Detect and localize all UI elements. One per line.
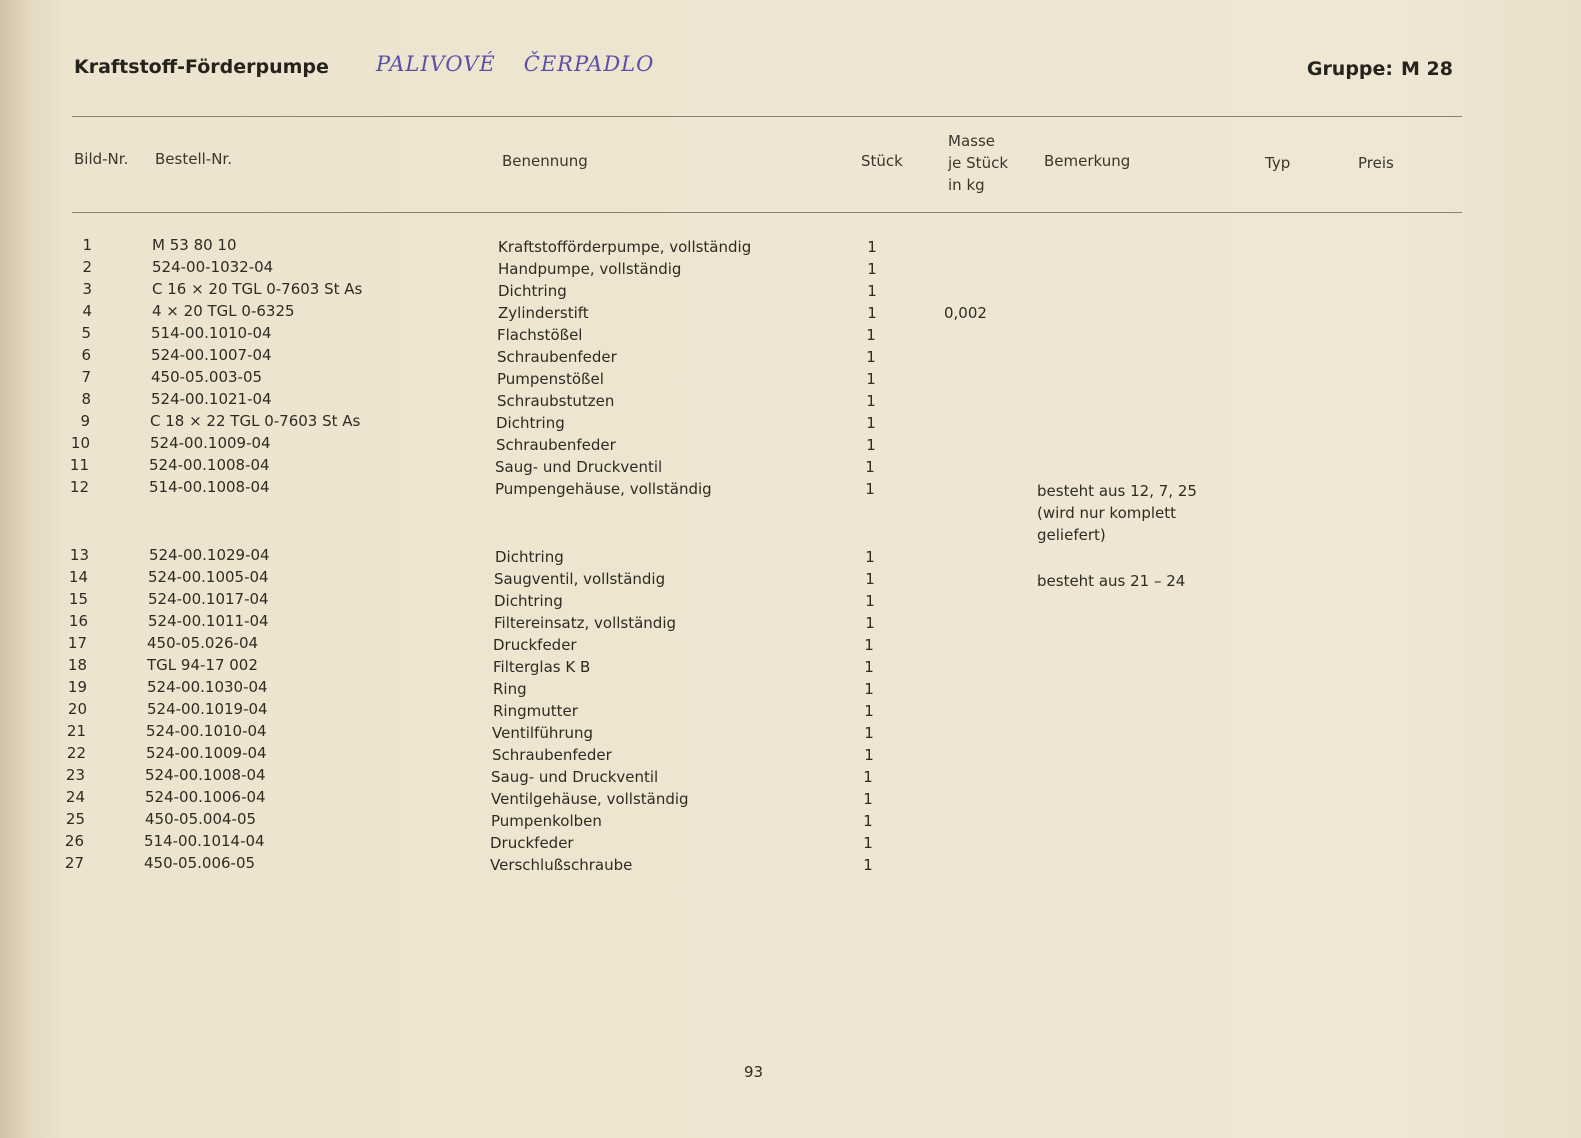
bestell-nr-cell: 524-00.1006-04 [145,788,266,806]
col-header-preis: Preis [1358,154,1394,172]
table-row [0,810,1581,832]
table-row [0,568,1581,590]
stueck-cell: 1 [866,370,876,388]
stueck-cell: 1 [866,326,876,344]
bild-nr-cell: 4 [82,302,92,320]
col-header-masse-3: in kg [948,176,985,194]
bestell-nr-cell: 514-00.1010-04 [151,324,272,342]
bild-nr-cell: 22 [66,744,86,762]
table-row [0,258,1581,280]
bild-nr-cell: 5 [81,324,91,342]
bestell-nr-cell: 524-00.1021-04 [151,390,272,408]
handwritten-word: ČERPADLO [523,52,655,76]
bestell-nr-cell: 524-00.1010-04 [146,722,267,740]
bild-nr-cell: 26 [64,832,84,850]
table-row [0,412,1581,434]
bestell-nr-cell: 524-00.1017-04 [148,590,269,608]
col-header-typ: Typ [1265,154,1291,172]
col-header-bestell-nr: Bestell-Nr. [155,150,232,168]
bestell-nr-cell: 4 × 20 TGL 0-6325 [152,302,295,320]
stueck-cell: 1 [865,458,875,476]
bild-nr-cell: 27 [64,854,84,872]
table-row [0,236,1581,258]
bestell-nr-cell: C 18 × 22 TGL 0-7603 St As [150,412,361,430]
bild-nr-cell: 19 [67,678,87,696]
stueck-cell: 1 [865,548,875,566]
table-row [0,302,1581,324]
bild-nr-cell: 15 [68,590,88,608]
stueck-cell: 1 [863,834,873,852]
stueck-cell: 1 [863,812,873,830]
bild-nr-cell: 14 [68,568,88,586]
stueck-cell: 1 [863,790,873,808]
bild-nr-cell: 21 [66,722,86,740]
col-header-bemerkung: Bemerkung [1044,152,1131,170]
bild-nr-cell: 17 [67,634,87,652]
bestell-nr-cell: C 16 × 20 TGL 0-7603 St As [152,280,363,298]
table-row [0,324,1581,346]
benennung-cell: Saug- und Druckventil [491,768,659,786]
table-row [0,722,1581,744]
table-row [0,346,1581,368]
stueck-cell: 1 [867,304,877,322]
handwritten-note [376,52,682,76]
bestell-nr-cell: 524-00.1009-04 [150,434,271,452]
col-header-masse-1: Masse [948,132,995,150]
col-header-bild-nr: Bild-Nr. [74,150,129,168]
stueck-cell: 1 [864,680,874,698]
bild-nr-cell: 13 [69,546,89,564]
benennung-cell: Dichtring [496,414,565,432]
bild-nr-cell: 11 [69,456,89,474]
bestell-nr-cell: 524-00.1008-04 [145,766,266,784]
col-header-masse-2: je Stück [948,154,1009,172]
benennung-cell: Ringmutter [493,702,578,720]
bestell-nr-cell: 514-00.1014-04 [144,832,265,850]
bestell-nr-cell: 524-00-1032-04 [152,258,274,276]
bemerkung-cell: besteht aus 12, 7, 25 (wird nur komplett geliefert) [1037,482,1197,544]
benennung-cell: Handpumpe, vollständig [498,260,682,278]
bestell-nr-cell: 524-00.1005-04 [148,568,269,586]
table-row [0,766,1581,788]
bestell-nr-cell: 450-05.003-05 [151,368,263,386]
page-title: Kraftstoff-Förderpumpe [74,56,329,78]
table-row [0,634,1581,656]
group-value: M 28 [1401,58,1453,80]
stueck-cell: 1 [866,436,876,454]
benennung-cell: Pumpenstößel [497,370,604,388]
bild-nr-cell: 10 [70,434,90,452]
header-rule-bottom [72,212,1462,213]
stueck-cell: 1 [865,614,875,632]
table-row [0,390,1581,412]
bild-nr-cell: 1 [82,236,92,254]
bestell-nr-cell: 524-00.1008-04 [149,456,270,474]
col-header-stueck: Stück [861,152,903,170]
benennung-cell: Filtereinsatz, vollständig [494,614,677,632]
benennung-cell: Dichtring [498,282,567,300]
benennung-cell: Ventilführung [492,724,594,742]
bild-nr-cell: 12 [69,478,89,496]
stueck-cell: 1 [864,636,874,654]
header-rule-top [72,116,1462,117]
stueck-cell: 1 [863,768,873,786]
table-row [0,478,1581,544]
benennung-cell: Pumpengehäuse, vollständig [495,480,712,498]
stueck-cell: 1 [863,856,873,874]
bild-nr-cell: 25 [65,810,85,828]
page-number: 93 [744,1063,764,1081]
benennung-cell: Filterglas K B [493,658,591,676]
benennung-cell: Ventilgehäuse, vollständig [491,790,689,808]
group-caption: Gruppe: [1306,58,1394,80]
bestell-nr-cell: 524-00.1007-04 [151,346,272,364]
benennung-cell: Druckfeder [490,834,574,852]
bild-nr-cell: 3 [82,280,92,298]
bestell-nr-cell: 450-05.026-04 [147,634,259,652]
table-row [0,744,1581,766]
benennung-cell: Schraubstutzen [497,392,615,410]
benennung-cell: Pumpenkolben [491,812,602,830]
stueck-cell: 1 [866,392,876,410]
table-row [0,612,1581,634]
table-row [0,368,1581,390]
bestell-nr-cell: 524-00.1029-04 [149,546,270,564]
benennung-cell: Zylinderstift [498,304,589,322]
stueck-cell: 1 [866,348,876,366]
stueck-cell: 1 [864,746,874,764]
bild-nr-cell: 7 [81,368,91,386]
masse-cell: 0,002 [944,304,987,322]
stueck-cell: 1 [867,260,877,278]
benennung-cell: Dichtring [495,548,564,566]
bestell-nr-cell: 450-05.006-05 [144,854,256,872]
table-row [0,546,1581,568]
bild-nr-cell: 16 [68,612,88,630]
stueck-cell: 1 [865,480,875,498]
stueck-cell: 1 [864,724,874,742]
bild-nr-cell: 23 [65,766,85,784]
col-header-benennung: Benennung [502,152,588,170]
benennung-cell: Schraubenfeder [496,436,616,454]
stueck-cell: 1 [867,238,877,256]
bemerkung-cell: besteht aus 21 – 24 [1037,572,1186,590]
stueck-cell: 1 [866,414,876,432]
benennung-cell: Saug- und Druckventil [495,458,663,476]
bestell-nr-cell: 450-05.004-05 [145,810,257,828]
benennung-cell: Flachstößel [497,326,583,344]
benennung-cell: Schraubenfeder [497,348,617,366]
table-row [0,280,1581,302]
bestell-nr-cell: 524-00.1019-04 [147,700,268,718]
bild-nr-cell: 18 [67,656,87,674]
table-row [0,678,1581,700]
benennung-cell: Dichtring [494,592,563,610]
bestell-nr-cell: 524-00.1030-04 [147,678,268,696]
benennung-cell: Druckfeder [493,636,577,654]
table-row [0,656,1581,678]
stueck-cell: 1 [867,282,877,300]
benennung-cell: Kraftstofförderpumpe, vollständig [498,238,752,256]
bestell-nr-cell: 524-00.1011-04 [148,612,269,630]
table-row [0,832,1581,854]
stueck-cell: 1 [865,592,875,610]
bestell-nr-cell: 524-00.1009-04 [146,744,267,762]
table-row [0,854,1581,876]
handwritten-word: PALIVOVÉ [376,52,496,76]
stueck-cell: 1 [865,570,875,588]
group-label [1307,58,1453,80]
bestell-nr-cell: 514-00.1008-04 [149,478,270,496]
bild-nr-cell: 6 [81,346,91,364]
benennung-cell: Saugventil, vollständig [494,570,666,588]
bild-nr-cell: 20 [67,700,87,718]
bild-nr-cell: 9 [80,412,90,430]
benennung-cell: Schraubenfeder [492,746,612,764]
stueck-cell: 1 [864,658,874,676]
table-row [0,788,1581,810]
stueck-cell: 1 [864,702,874,720]
benennung-cell: Verschlußschraube [490,856,633,874]
benennung-cell: Ring [493,680,527,698]
bild-nr-cell: 2 [82,258,92,276]
table-row [0,590,1581,612]
table-row [0,434,1581,456]
table-row [0,700,1581,722]
bestell-nr-cell: TGL 94-17 002 [147,656,258,674]
bestell-nr-cell: M 53 80 10 [152,236,237,254]
table-row [0,456,1581,478]
bild-nr-cell: 8 [81,390,91,408]
bild-nr-cell: 24 [65,788,85,806]
